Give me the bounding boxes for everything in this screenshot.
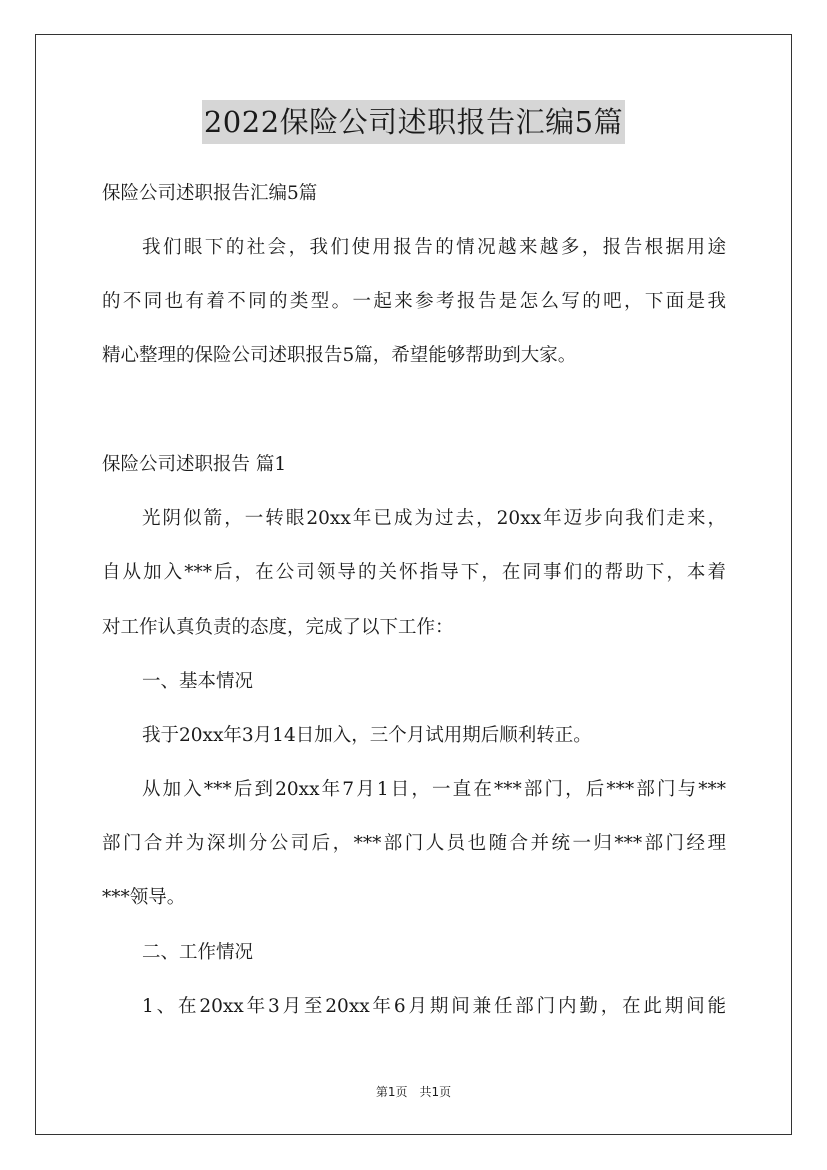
title-container [0, 100, 827, 144]
para-dept-line-2: 部门合并为深圳分公司后，***部门人员也随合并统一归***部门经理 [102, 833, 726, 854]
para-dept-line-3: ***领导。 [102, 887, 186, 908]
subtitle: 保险公司述职报告汇编5篇 [102, 183, 318, 204]
para-dept-line-1: 从加入***后到20xx年7月1日，一直在***部门，后***部门与*** [142, 779, 726, 800]
para-work1: 1、在20xx年3月至20xx年6月期间兼任部门内勤，在此期间能 [142, 996, 726, 1017]
para1-line-3: 对工作认真负责的态度，完成了以下工作： [102, 617, 454, 638]
intro-line-3: 精心整理的保险公司述职报告5篇，希望能够帮助到大家。 [102, 345, 577, 366]
section-heading: 保险公司述职报告 篇1 [102, 454, 287, 475]
para-join: 我于20xx年3月14日加入，三个月试用期后顺利转正。 [142, 725, 592, 746]
intro-line-2: 的不同也有着不同的类型。一起来参考报告是怎么写的吧，下面是我 [102, 291, 726, 312]
heading-basic: 一、基本情况 [142, 671, 254, 692]
para1-line-2: 自从加入***后，在公司领导的关怀指导下，在同事们的帮助下，本着 [102, 562, 726, 583]
page-number: 第1页 共1页 [375, 1085, 452, 1099]
heading-work: 二、工作情况 [142, 942, 254, 963]
para1-line-1: 光阴似箭，一转眼20xx年已成为过去，20xx年迈步向我们走来， [142, 508, 726, 529]
intro-line-1: 我们眼下的社会，我们使用报告的情况越来越多，报告根据用途 [142, 237, 726, 258]
document-title: 2022保险公司述职报告汇编5篇 [202, 100, 625, 144]
